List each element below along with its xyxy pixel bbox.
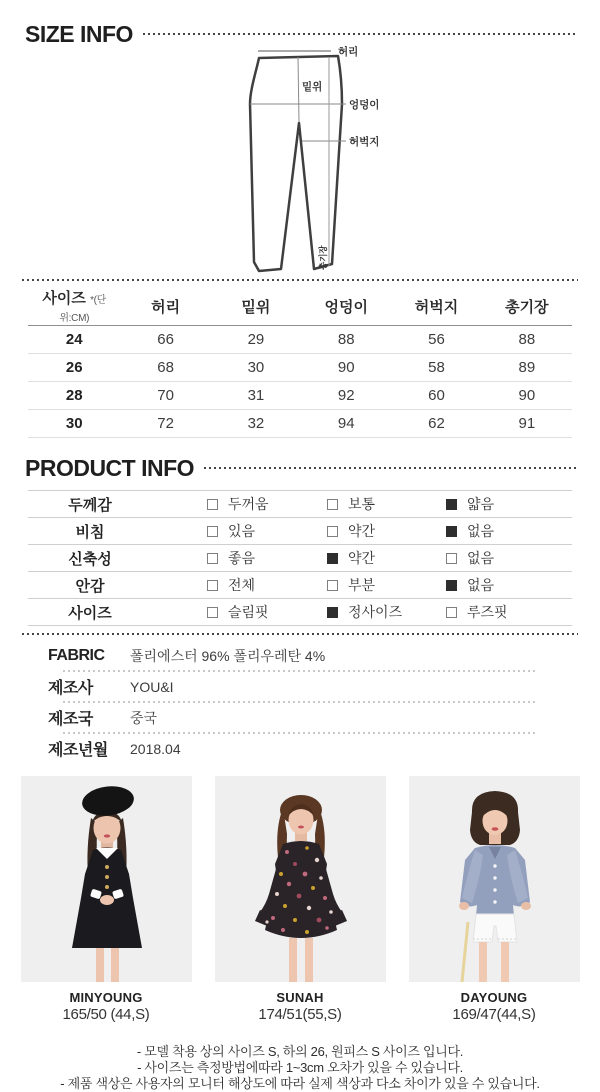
model-spec: 165/50 (44,S) xyxy=(62,1006,150,1023)
section-divider xyxy=(22,278,578,281)
option-label: 루즈핏 xyxy=(467,604,508,620)
product-info-row xyxy=(28,518,572,545)
product-info-header xyxy=(25,454,578,482)
fabric-info-table xyxy=(22,641,578,763)
size-info-title: SIZE INFO xyxy=(25,20,133,47)
dotted-rule xyxy=(143,33,578,36)
cell: 58 xyxy=(391,354,481,382)
cell: 88 xyxy=(301,326,391,354)
model-spec: 169/47(44,S) xyxy=(452,1006,536,1023)
checkbox-icon xyxy=(327,526,338,537)
checkbox-icon xyxy=(207,499,218,510)
option xyxy=(292,575,432,595)
attribute-label: 비침 xyxy=(75,523,105,541)
checkbox-icon xyxy=(207,580,218,591)
attribute-label: 안감 xyxy=(75,577,105,595)
footnotes xyxy=(0,1044,600,1092)
option xyxy=(152,548,292,568)
size-value: 28 xyxy=(28,382,120,410)
note-line: - 제품 색상은 사용자의 모니터 해상도에 따라 실제 색상과 다소 차이가 있을 수 있습니다. xyxy=(60,1076,540,1091)
option xyxy=(432,602,572,622)
option xyxy=(292,602,432,622)
cell: 68 xyxy=(120,354,210,382)
model-photo-sunah xyxy=(215,776,386,982)
cell: 66 xyxy=(120,326,210,354)
fabric-row xyxy=(22,641,578,670)
model-illustration-sunah xyxy=(215,776,386,982)
cell: 56 xyxy=(391,326,481,354)
country-value: 중국 xyxy=(130,709,158,726)
attribute-label: 사이즈 xyxy=(68,604,112,622)
manufacturer-label: 제조사 xyxy=(48,680,93,697)
size-value: 26 xyxy=(28,354,120,382)
model-spec: 174/51(55,S) xyxy=(258,1006,342,1023)
section-divider xyxy=(22,632,578,635)
option-label: 부분 xyxy=(348,577,376,593)
option-label: 정사이즈 xyxy=(348,604,403,620)
attribute-label: 신축성 xyxy=(68,550,112,568)
cell: 89 xyxy=(482,354,572,382)
length-col-header: 총기장 xyxy=(482,287,572,326)
note-line: - 모델 착용 상의 사이즈 S, 하의 26, 원피스 S 사이즈 입니다. xyxy=(136,1044,464,1059)
option xyxy=(292,548,432,568)
cell: 72 xyxy=(120,410,210,438)
thigh-label: 허벅지 xyxy=(349,136,380,148)
unit-note: *(단위:CM) xyxy=(59,295,107,324)
waist-col-header: 허리 xyxy=(120,287,210,326)
cell: 32 xyxy=(211,410,301,438)
attribute-label: 두께감 xyxy=(68,496,112,514)
rise-label: 밑위 xyxy=(302,81,323,93)
hip-col-header: 엉덩이 xyxy=(301,287,391,326)
option xyxy=(152,494,292,514)
option xyxy=(292,494,432,514)
product-info-row xyxy=(28,491,572,518)
cell: 88 xyxy=(482,326,572,354)
option-label: 약간 xyxy=(348,523,376,539)
option xyxy=(152,575,292,595)
model-figure-dayoung xyxy=(409,776,580,1023)
model-photos-row xyxy=(0,776,600,1023)
checkbox-icon xyxy=(446,499,457,510)
option-label: 전체 xyxy=(228,577,256,593)
fabric-row xyxy=(22,734,578,763)
note-line: - 사이즈는 측정방법에따라 1~3cm 오차가 있을 수 있습니다. xyxy=(137,1060,463,1075)
hip-label: 엉덩이 xyxy=(349,99,380,111)
model-caption xyxy=(21,990,192,1023)
option xyxy=(432,494,572,514)
model-caption xyxy=(409,990,580,1023)
date-label: 제조년월 xyxy=(48,742,108,759)
fabric-row xyxy=(22,672,578,701)
model-name: MINYOUNG xyxy=(69,990,143,1005)
model-figure-sunah xyxy=(215,776,386,1023)
size-table xyxy=(28,287,572,438)
checkbox-icon xyxy=(207,553,218,564)
model-illustration-minyoung xyxy=(21,776,192,982)
cell: 90 xyxy=(482,382,572,410)
model-illustration-dayoung xyxy=(409,776,580,982)
option xyxy=(432,548,572,568)
cell: 60 xyxy=(391,382,481,410)
cell: 30 xyxy=(211,354,301,382)
cell: 92 xyxy=(301,382,391,410)
cell: 62 xyxy=(391,410,481,438)
option-label: 없음 xyxy=(467,523,495,539)
checkbox-icon xyxy=(327,580,338,591)
fabric-value: 폴리에스터 96% 폴리우레탄 4% xyxy=(130,647,326,664)
checkbox-icon xyxy=(207,526,218,537)
option xyxy=(432,575,572,595)
model-photo-dayoung xyxy=(409,776,580,982)
product-info-row xyxy=(28,599,572,626)
checkbox-icon xyxy=(327,607,338,618)
table-row xyxy=(28,354,572,382)
option xyxy=(432,521,572,541)
model-name: SUNAH xyxy=(276,990,324,1005)
pants-measurement-diagram xyxy=(0,48,600,278)
checkbox-icon xyxy=(446,580,457,591)
size-table-header-row xyxy=(28,287,572,326)
option-label: 약간 xyxy=(348,550,376,566)
cell: 91 xyxy=(482,410,572,438)
date-value: 2018.04 xyxy=(130,740,181,757)
table-row xyxy=(28,326,572,354)
size-value: 24 xyxy=(28,326,120,354)
option-label: 얇음 xyxy=(467,496,495,512)
checkbox-icon xyxy=(446,607,457,618)
option-label: 없음 xyxy=(467,550,495,566)
checkbox-icon xyxy=(446,553,457,564)
product-info-table xyxy=(28,490,572,626)
option-label: 좋음 xyxy=(228,550,256,566)
size-col-header: 사이즈 *(단위:CM) xyxy=(28,287,120,326)
product-info-row xyxy=(28,545,572,572)
cell: 90 xyxy=(301,354,391,382)
fabric-row xyxy=(22,703,578,732)
option xyxy=(292,521,432,541)
pants-outline xyxy=(250,56,342,271)
rise-col-header: 밑위 xyxy=(211,287,301,326)
cell: 70 xyxy=(120,382,210,410)
cell: 31 xyxy=(211,382,301,410)
product-info-title: PRODUCT INFO xyxy=(25,454,195,481)
waist-label: 허리 xyxy=(338,46,359,58)
dotted-rule xyxy=(204,467,578,470)
option-label: 슬림핏 xyxy=(228,604,269,620)
manufacturer-value: YOU&I xyxy=(130,678,174,695)
pants-diagram-svg xyxy=(228,48,393,278)
product-info-row xyxy=(28,572,572,599)
table-row xyxy=(28,382,572,410)
size-info-header xyxy=(25,20,578,48)
option-label: 없음 xyxy=(467,577,495,593)
option xyxy=(152,521,292,541)
option xyxy=(152,602,292,622)
option-label: 있음 xyxy=(228,523,256,539)
model-name: DAYOUNG xyxy=(460,990,528,1005)
model-photo-minyoung xyxy=(21,776,192,982)
option-label: 두꺼움 xyxy=(228,496,269,512)
table-row xyxy=(28,410,572,438)
model-caption xyxy=(215,990,386,1023)
total-length-label: 총기장 xyxy=(318,245,328,270)
option-label: 보통 xyxy=(348,496,376,512)
cell: 94 xyxy=(301,410,391,438)
cell: 29 xyxy=(211,326,301,354)
size-value: 30 xyxy=(28,410,120,438)
checkbox-icon xyxy=(327,553,338,564)
model-figure-minyoung xyxy=(21,776,192,1023)
thigh-col-header: 허벅지 xyxy=(391,287,481,326)
checkbox-icon xyxy=(327,499,338,510)
checkbox-icon xyxy=(207,607,218,618)
checkbox-icon xyxy=(446,526,457,537)
fabric-label: FABRIC xyxy=(48,646,105,664)
country-label: 제조국 xyxy=(48,711,93,728)
